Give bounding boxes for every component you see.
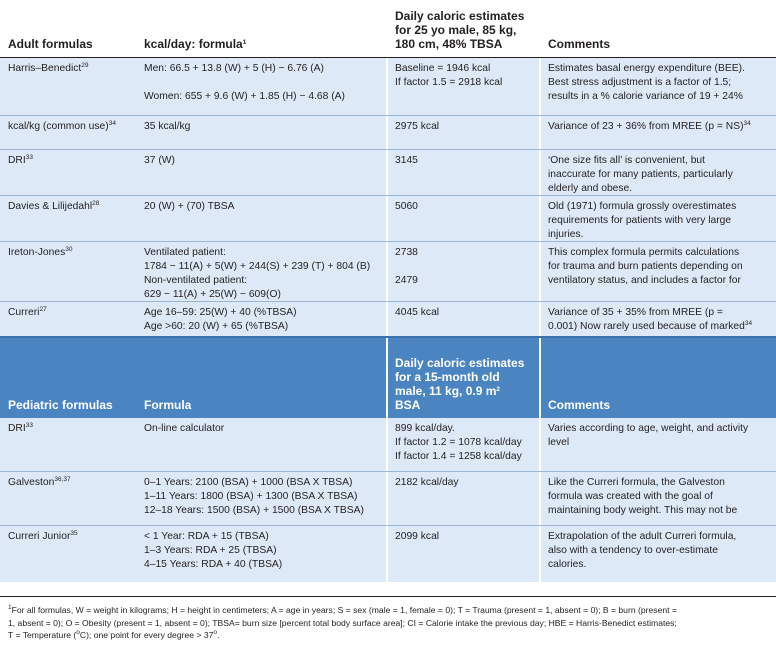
formula-line: 1–11 Years: 1800 (BSA) + 1300 (BSA X TBSA) [144, 491, 358, 502]
adult-header-row [0, 0, 776, 58]
adult-formula-estimate-cell [387, 120, 540, 134]
footnote [0, 596, 776, 660]
reference-number: 28 [92, 200, 100, 207]
comments-line: Best stress adjustment is a factor of 1.5; [548, 77, 732, 88]
adult-formula-name-cell [0, 120, 136, 134]
formula-name: Curreri [8, 307, 40, 318]
comments-line: Variance of 35 + 35% from MREE (p = [548, 307, 723, 318]
pediatric-formula-name-cell [0, 422, 136, 436]
estimate-line: 2975 kcal [395, 121, 440, 132]
estimate-line [395, 260, 536, 274]
formula-line [144, 76, 383, 90]
reference-number: 33 [25, 422, 33, 429]
estimate-line: 2479 [395, 275, 418, 286]
adult-formula-formula-cell [136, 306, 387, 334]
formula-name: Harris–Benedict [8, 63, 82, 74]
formula-line: 1784 − 11(A) + 5(W) + 244(S) + 239 (T) + 804 (B) [144, 261, 371, 272]
formula-line: 0–1 Years: 2100 (BSA) + 1000 (BSA X TBSA) [144, 477, 353, 488]
estimate-line: 2099 kcal [395, 531, 440, 542]
comments-line: 0.001) Now rarely used because of marked [548, 321, 745, 332]
adult-formula-formula-cell [136, 62, 387, 104]
reference-number: 33 [25, 154, 33, 161]
pediatric-header-estimates: Daily caloric estimates for a 15-month old male, 11 kg, 0.9 $m^2$ BSA [395, 356, 525, 412]
formula-line: Age >60: 20 (W) + 65 (%TBSA) [144, 321, 289, 332]
pediatric-header-comments: Comments [548, 398, 611, 412]
comments-line: also with a tendency to over-estimate [548, 545, 718, 556]
adult-formula-comments-cell [540, 306, 776, 334]
pediatric-formula-row [0, 418, 776, 472]
pediatric-formula-comments-cell [540, 530, 776, 572]
adult-formula-row [0, 302, 776, 336]
adult-formula-estimate-cell [387, 246, 540, 288]
pediatric-formula-name-cell [0, 476, 136, 490]
comments-line: Old (1971) formula grossly overestimates [548, 201, 737, 212]
pediatric-formula-row [0, 472, 776, 526]
estimate-line: 2738 [395, 247, 418, 258]
adult-formula-name-cell [0, 200, 136, 214]
comments-line: elderly and obese. [548, 183, 633, 194]
formula-line: 20 (W) + (70) TBSA [144, 201, 235, 212]
estimate-line: If factor 1.4 = 1258 kcal/day [395, 451, 522, 462]
comments-line: requirements for patients with very large [548, 215, 732, 226]
formula-line: On-line calculator [144, 423, 225, 434]
adult-formula-formula-cell [136, 120, 387, 134]
footnote-line-3: T = Temperature ($^o$C); one point for every degree > $37^o$. [8, 629, 220, 640]
adult-formula-row [0, 116, 776, 150]
adult-formula-name-cell [0, 62, 136, 76]
comments-line: Like the Curreri formula, the Galveston [548, 477, 725, 488]
adult-header-kcal: kcal/day: formula$^1$ [144, 37, 247, 51]
comments-line: Estimates basal energy expenditure (BEE). [548, 63, 745, 74]
reference-number: 35 [70, 530, 78, 537]
comments-line: ventilatory status, and includes a factor for [548, 275, 741, 286]
pediatric-header-row [0, 336, 776, 418]
comments-line: level [548, 437, 570, 448]
estimate-line: 899 kcal/day. [395, 423, 455, 434]
adult-header-formulas: Adult formulas [8, 37, 93, 51]
formula-name: kcal/kg (common use) [8, 121, 109, 132]
adult-formula-name-cell [0, 154, 136, 168]
reference-number: 36,37 [54, 476, 71, 483]
adult-formula-formula-cell [136, 154, 387, 168]
adult-formula-row [0, 58, 776, 116]
pediatric-formula-formula-cell [136, 422, 387, 436]
estimate-line: 5060 [395, 201, 418, 212]
pediatric-header-formulas: Pediatric formulas [8, 398, 113, 412]
formula-line: Non-ventilated patient: [144, 275, 248, 286]
comments-line: Variance of 23 + 36% from MREE (p = NS) [548, 121, 744, 132]
comments-line: formula was created with the goal of [548, 491, 713, 502]
pediatric-formula-formula-cell [136, 530, 387, 572]
adult-formula-comments-cell [540, 154, 776, 196]
estimate-line: If factor 1.2 = 1078 kcal/day [395, 437, 522, 448]
formula-line: Women: 655 + 9.6 (W) + 1.85 (H) − 4.68 (A) [144, 91, 345, 102]
comments-line: Varies according to age, weight, and activity [548, 423, 749, 434]
formula-line: 629 − 11(A) + 25(W) − 609(O) [144, 289, 281, 300]
formula-line: 4–15 Years: RDA + 40 (TBSA) [144, 559, 283, 570]
reference-number: 29 [81, 62, 89, 69]
pediatric-formula-formula-cell [136, 476, 387, 518]
formula-line: 12–18 Years: 1500 (BSA) + 1500 (BSA X TBSA) [144, 505, 364, 516]
adult-formula-estimate-cell [387, 306, 540, 320]
adult-formula-comments-cell [540, 246, 776, 288]
estimate-line: Baseline = 1946 kcal [395, 63, 491, 74]
formula-line: 37 (W) [144, 155, 175, 166]
pediatric-formula-estimate-cell [387, 530, 540, 544]
adult-formula-row [0, 196, 776, 242]
formula-line: 1–3 Years: RDA + 25 (TBSA) [144, 545, 277, 556]
adult-formula-formula-cell [136, 200, 387, 214]
formula-name: Curreri Junior [8, 531, 71, 542]
adult-formula-estimate-cell [387, 200, 540, 214]
reference-number: 30 [65, 246, 73, 253]
reference-number: 34 [108, 120, 116, 127]
formula-name: DRI [8, 423, 26, 434]
adult-formula-row [0, 242, 776, 302]
comments-line: injuries. [548, 229, 584, 240]
pediatric-formula-comments-cell [540, 476, 776, 518]
footnote-line-1: $^1$For all formulas, W = weight in kilograms; H = height in centimeters; A = age in years; S = sex (male = 1, female = 0); T = Trauma (present = 1, absent = 0); B = burn (present = [8, 604, 677, 615]
comments-line: Extrapolation of the adult Curreri formula, [548, 531, 737, 542]
adult-formula-comments-cell [540, 62, 776, 104]
comments-line: inaccurate for many patients, particularly [548, 169, 733, 180]
adult-formula-estimate-cell [387, 154, 540, 168]
comments-line: for trauma and burn patients depending on [548, 261, 743, 272]
formula-line: Men: 66.5 + 13.8 (W) + 5 (H) − 6.76 (A) [144, 63, 324, 74]
formula-name: Ireton-Jones [8, 247, 66, 258]
reference-number: 27 [39, 306, 47, 313]
formula-line: Ventilated patient: [144, 247, 226, 258]
adult-header-comments: Comments [548, 37, 611, 51]
estimate-line: If factor 1.5 = 2918 kcal [395, 77, 503, 88]
formula-line: 35 kcal/kg [144, 121, 191, 132]
estimate-line: 3145 [395, 155, 418, 166]
adult-formula-comments-cell [540, 200, 776, 242]
pediatric-formula-row [0, 526, 776, 582]
formula-line: < 1 Year: RDA + 15 (TBSA) [144, 531, 269, 542]
adult-formula-row [0, 150, 776, 196]
pediatric-header-formula: Formula [144, 398, 192, 412]
estimate-line: 2182 kcal/day [395, 477, 459, 488]
adult-formula-comments-cell [540, 120, 776, 134]
comments-line: calories. [548, 559, 587, 570]
comments-line: This complex formula permits calculations [548, 247, 740, 258]
formula-name: Davies & Lilijedahl [8, 201, 93, 212]
footnote-line-2: 1, absent = 0); O = Obesity (present = 1, absent = 0); TBSA= burn size [percent total body surface area]; CI = Calorie intake the previous day; HBE = Harris-Benedict estimates; [8, 617, 677, 628]
adult-formula-name-cell [0, 246, 136, 260]
pediatric-formula-estimate-cell [387, 476, 540, 490]
adult-formula-estimate-cell [387, 62, 540, 90]
comments-line: ‘One size fits all’ is convenient, but [548, 155, 706, 166]
formula-line: Age 16–59: 25(W) + 40 (%TBSA) [144, 307, 297, 318]
adult-formula-formula-cell [136, 246, 387, 302]
pediatric-formula-estimate-cell [387, 422, 540, 464]
pediatric-formula-comments-cell [540, 422, 776, 450]
comments-line: results in a % calorie variance of 19 + 24% [548, 91, 743, 102]
reference-number: 34 [743, 120, 751, 127]
estimate-line: 4045 kcal [395, 307, 440, 318]
pediatric-formula-name-cell [0, 530, 136, 544]
formula-name: Galveston [8, 477, 55, 488]
reference-number: 34 [744, 320, 753, 327]
formula-name: DRI [8, 155, 26, 166]
comments-line: maintaining body weight. This may not be [548, 505, 738, 516]
adult-formula-name-cell [0, 306, 136, 320]
adult-header-estimates: Daily caloric estimates for 25 yo male, 85 kg, 180 cm, 48% TBSA [395, 9, 525, 51]
